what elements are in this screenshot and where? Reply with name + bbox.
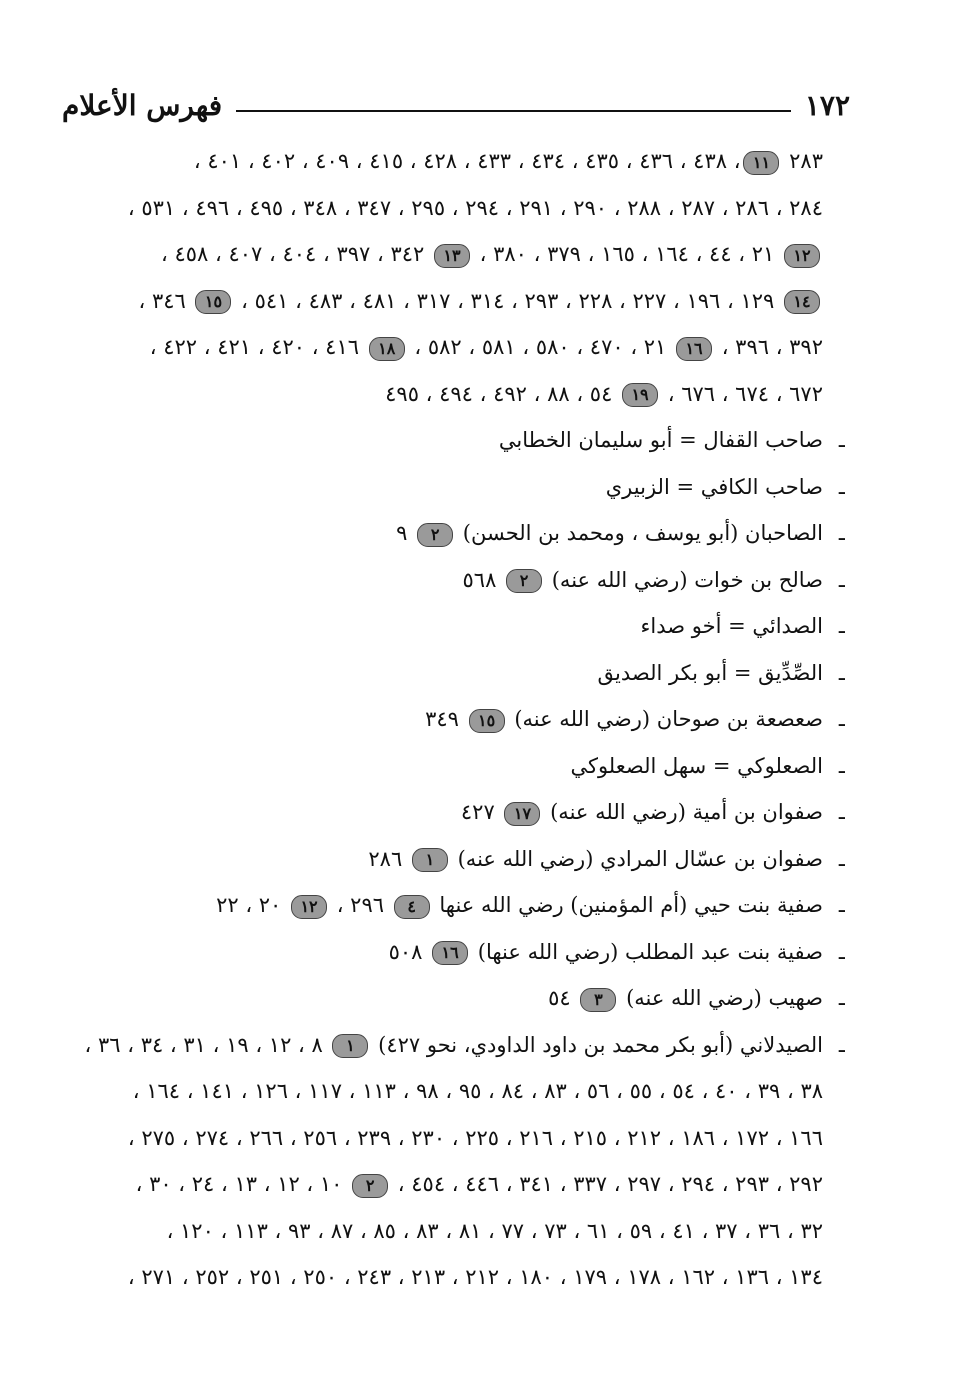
- volume-badge: ٢: [506, 569, 542, 593]
- index-text: ٢٩٦ ،: [330, 893, 391, 917]
- index-text: ٦٧٢ ، ٦٧٤ ، ٦٧٦ ،: [661, 381, 823, 406]
- index-continuation-line: [75, 1254, 845, 1301]
- index-text: الصِّدِّيق = أبو بكر الصديق: [597, 660, 823, 685]
- index-entry: [75, 696, 845, 743]
- index-text: ٤٢٧: [460, 800, 502, 824]
- index-text: صاحب الكافي = الزبيري: [605, 474, 823, 499]
- index-entry: [75, 510, 845, 557]
- volume-badge: ١٣: [434, 244, 470, 268]
- entry-dash: ـ: [838, 660, 845, 685]
- entry-dash: ـ: [838, 707, 845, 731]
- index-text: ٣٤٢ ، ٣٩٧ ، ٤٠٤ ، ٤٠٧ ، ٤٥٨ ،: [161, 242, 431, 266]
- volume-badge: ١٦: [676, 337, 712, 361]
- index-text: ٩: [396, 521, 415, 545]
- entry-dash: ـ: [838, 1032, 845, 1057]
- index-text: ٢٨٤ ، ٢٨٦ ، ٢٨٧ ، ٢٨٨ ، ٢٩٠ ، ٢٩١ ، ٢٩٤ ، ٢٩٥ ، ٣٤٧ ، ٣٤٨ ، ٤٩٥ ، ٤٩٦ ، ٥٣١ ،: [127, 195, 823, 220]
- index-text: ٢٨٦: [368, 846, 409, 871]
- volume-badge: ٣: [580, 988, 616, 1012]
- page-header: [62, 86, 850, 124]
- entry-dash: ـ: [838, 521, 845, 545]
- volume-badge: ١٨: [369, 337, 405, 361]
- volume-badge: ١٩: [622, 383, 658, 407]
- volume-badge: ١٥: [469, 709, 505, 733]
- index-text: ٣٩٢ ، ٣٩٦ ،: [715, 335, 823, 359]
- index-text: ٣٢ ، ٣٦ ، ٣٧ ، ٤١ ، ٥٩ ، ٦١ ، ٧٣ ، ٧٧ ، ٨١ ، ٨٣ ، ٨٥ ، ٨٧ ، ٩٣ ، ١١٣ ، ١٢٠ ،: [166, 1218, 823, 1243]
- index-entry: [75, 789, 845, 836]
- index-text: صفوان بن عسّال المرادي (رضي الله عنه): [450, 846, 823, 871]
- entry-dash: ـ: [838, 474, 845, 499]
- index-content: [75, 138, 845, 1301]
- index-text: الصعلوكي = سهل الصعلوكي: [570, 753, 823, 778]
- index-continuation-line: [75, 1208, 845, 1255]
- index-entry: [75, 417, 845, 464]
- index-text: صفية بنت عبد المطلب (رضي الله عنها): [471, 939, 823, 964]
- index-text: صعصعة بن صوحان (رضي الله عنه): [507, 707, 823, 731]
- index-text: ٥٤ ، ٨٨ ، ٤٩٢ ، ٤٩٤ ، ٤٩٥: [385, 381, 620, 406]
- volume-badge: ٤: [394, 895, 430, 919]
- index-continuation-line: [75, 371, 845, 418]
- index-entry: [75, 975, 845, 1022]
- index-text: صفوان بن أمية (رضي الله عنه): [543, 800, 823, 824]
- index-entry: [75, 650, 845, 697]
- volume-badge: ٢: [417, 523, 453, 547]
- index-entry: [75, 557, 845, 604]
- index-entry: [75, 929, 845, 976]
- index-text: ٣٤٩: [425, 707, 466, 731]
- volume-badge: ١٢: [784, 244, 820, 268]
- index-text: ٣٨ ، ٣٩ ، ٤٠ ، ٥٤ ، ٥٥ ، ٥٦ ، ٨٣ ، ٨٤ ، ٩٥ ، ٩٨ ، ١١٣ ، ١١٧ ، ١٢٦ ، ١٤١ ، ١٦٤ ،: [132, 1079, 823, 1103]
- index-entry: [75, 1022, 845, 1069]
- entry-dash: ـ: [838, 614, 845, 638]
- page-number: ١٧٢: [804, 88, 850, 122]
- volume-badge: ١: [412, 848, 448, 872]
- volume-badge: ١٢: [291, 895, 327, 919]
- index-continuation-line: [75, 278, 845, 325]
- header-rule: [236, 110, 791, 112]
- index-continuation-line: [75, 1068, 845, 1115]
- index-text: صفية بنت حيي (أم المؤمنين) رضي الله عنها: [432, 893, 823, 917]
- index-continuation-line: [75, 1115, 845, 1162]
- index-continuation-line: [75, 185, 845, 232]
- index-entry: [75, 464, 845, 511]
- index-text: الصيدلاني (أبو بكر محمد بن داود الداودي، نحو ٤٢٧): [371, 1032, 823, 1057]
- entry-dash: ـ: [838, 846, 845, 871]
- entry-dash: ـ: [838, 939, 845, 964]
- index-entry: [75, 743, 845, 790]
- index-text: ٨ ، ١٢ ، ١٩ ، ٣١ ، ٣٤ ، ٣٦ ،: [84, 1032, 330, 1057]
- entry-dash: ـ: [838, 893, 845, 917]
- index-text: ٢٨٣: [782, 149, 823, 173]
- index-continuation-line: [75, 138, 845, 185]
- page-title: فهرس الأعلام: [62, 88, 223, 122]
- index-continuation-line: [75, 324, 845, 371]
- index-text: ٣٤٦ ،: [138, 288, 193, 313]
- volume-badge: ١٥: [195, 290, 231, 314]
- index-entry: [75, 603, 845, 650]
- index-text: صالح بن خوات (رضي الله عنه): [545, 567, 823, 592]
- index-text: ٥٤: [548, 986, 578, 1010]
- volume-badge: ١: [332, 1034, 368, 1058]
- volume-badge: ٢: [352, 1174, 388, 1198]
- index-text: الصدائي = أخو صداء: [640, 614, 823, 638]
- index-text: الصاحبان (أبو يوسف ، ومحمد بن الحسن): [456, 521, 823, 545]
- index-text: ٢١ ، ٤٤ ، ١٦٤ ، ١٦٥ ، ٣٧٩ ، ٣٨٠ ،: [472, 242, 781, 266]
- index-text: صاحب القفال = أبو سليمان الخطابي: [498, 428, 823, 452]
- index-text: ٢١ ، ٤٧٠ ، ٥٨٠ ، ٥٨١ ، ٥٨٢ ،: [407, 335, 674, 359]
- entry-dash: ـ: [838, 986, 845, 1010]
- index-entry: [75, 882, 845, 929]
- volume-badge: ١٦: [432, 941, 468, 965]
- entry-dash: ـ: [838, 428, 845, 452]
- index-text: ١٠ ، ١٢ ، ١٣ ، ٢٤ ، ٣٠ ،: [135, 1172, 350, 1196]
- index-text: ٢٠ ، ٢٢: [216, 893, 289, 917]
- index-continuation-line: [75, 1161, 845, 1208]
- index-text: ٤١٦ ، ٤٢٠ ، ٤٢١ ، ٤٢٢ ،: [149, 335, 366, 359]
- index-text: ٢٩٢ ، ٢٩٣ ، ٢٩٤ ، ٢٩٧ ، ٣٣٧ ، ٣٤١ ، ٤٤٦ ، ٤٥٤ ،: [391, 1172, 823, 1196]
- index-text: صهيب (رضي الله عنه): [619, 986, 823, 1010]
- index-text: ١٦٦ ، ١٧٢ ، ١٨٦ ، ٢١٢ ، ٢١٥ ، ٢١٦ ، ٢٢٥ ، ٢٣٠ ، ٢٣٩ ، ٢٥٦ ، ٢٦٦ ، ٢٧٤ ، ٢٧٥ ،: [127, 1125, 823, 1150]
- index-text: ، ٤٣٨ ، ٤٣٦ ، ٤٣٥ ، ٤٣٤ ، ٤٣٣ ، ٤٢٨ ، ٤١٥ ، ٤٠٩ ، ٤٠٢ ، ٤٠١ ،: [193, 149, 741, 173]
- index-text: ٥٦٨: [462, 567, 504, 592]
- entry-dash: ـ: [838, 567, 845, 592]
- index-continuation-line: [75, 231, 845, 278]
- index-text: ٥٠٨: [388, 939, 430, 964]
- index-text: ١٢٩ ، ١٩٦ ، ٢٢٧ ، ٢٢٨ ، ٢٩٣ ، ٣١٤ ، ٣١٧ ، ٤٨١ ، ٤٨٣ ، ٥٤١ ،: [234, 288, 781, 313]
- entry-dash: ـ: [838, 800, 845, 824]
- entry-dash: ـ: [838, 753, 845, 778]
- volume-badge: ١٤: [784, 290, 820, 314]
- volume-badge: ١٧: [504, 802, 540, 826]
- volume-badge: ١١: [743, 151, 779, 175]
- index-text: ١٣٤ ، ١٣٦ ، ١٦٢ ، ١٧٨ ، ١٧٩ ، ١٨٠ ، ٢١٢ ، ٢١٣ ، ٢٤٣ ، ٢٥٠ ، ٢٥١ ، ٢٥٢ ، ٢٧١ ،: [127, 1265, 823, 1289]
- index-entry: [75, 836, 845, 883]
